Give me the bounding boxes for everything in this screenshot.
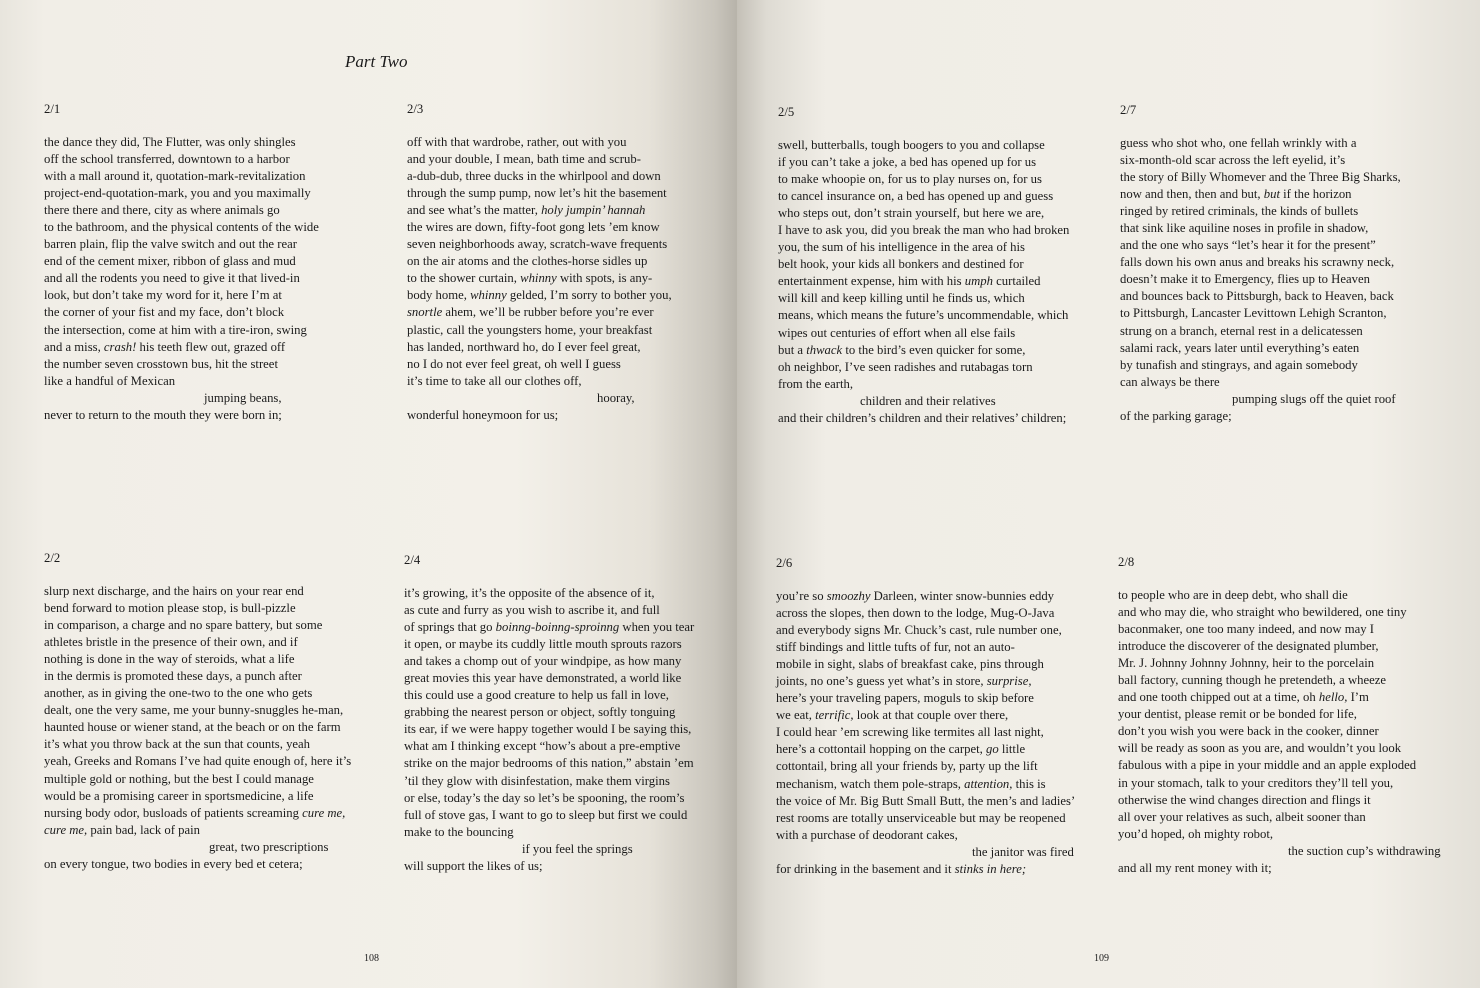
line-text: but a xyxy=(778,342,807,357)
line-text: for drinking in the basement and it xyxy=(776,861,955,876)
poem-line: pumping slugs off the quiet roof xyxy=(1232,391,1396,406)
poem-line: and everybody signs Mr. Chuck’s cast, rule number one, xyxy=(776,623,1062,638)
poem-line: there there and there, city as where animals go xyxy=(44,203,280,218)
poem-line: never to return to the mouth they were born in; xyxy=(44,407,282,422)
poem-line: off the school transferred, downtown to a harbor xyxy=(44,152,290,167)
poem-line: the story of Billy Whomever and the Three Big Sharks, xyxy=(1120,170,1401,185)
poem-line: wipes out centuries of effort when all else fails xyxy=(778,325,1016,340)
section-number: 2/7 xyxy=(1120,103,1137,117)
line-text: of springs that go xyxy=(404,620,496,635)
poem-line: falls down his own anus and breaks his scrawny neck, xyxy=(1120,255,1395,270)
poem-line: swell, butterballs, tough boogers to you and collapse xyxy=(778,138,1045,152)
poem-line: make to the bouncing xyxy=(404,824,514,839)
line-text: body home, xyxy=(407,288,471,303)
poem-line: and all the rodents you need to give it that lived-in xyxy=(44,271,300,286)
line-text: look at that couple over there, xyxy=(853,708,1009,723)
poem-line: means, which means the future’s uncommendable, which xyxy=(778,308,1069,323)
poem-line: in the dermis is promoted these days, a punch after xyxy=(44,669,302,684)
line-text: Darleen, winter snow-bunnies eddy xyxy=(870,589,1055,603)
line-text: with spots, is any- xyxy=(556,271,653,286)
poem-line: it’s what you throw back at the sun that counts, yeah xyxy=(44,737,311,752)
poem-line: the voice of Mr. Big Butt Small Butt, the men’s and ladies’ xyxy=(776,793,1076,808)
poem-line xyxy=(44,805,394,822)
poem-line: ball factory, cunning though he pretendeth, a wheeze xyxy=(1118,673,1386,688)
poem-line: doesn’t make it to Emergency, flies up to Heaven xyxy=(1120,272,1370,287)
poem-line: and who may die, who straight who bewildered, one tiny xyxy=(1118,605,1407,620)
line-emphasis: whinny xyxy=(520,271,557,286)
line-emphasis: whinny xyxy=(470,288,507,303)
right-page xyxy=(737,0,1480,988)
poem-section-2-6 xyxy=(776,555,1126,878)
poem-line: nothing is done in the way of steroids, what a life xyxy=(44,652,295,667)
section-number: 2/6 xyxy=(776,556,793,570)
poem-line: to the bathroom, and the physical contents of the wide xyxy=(44,220,319,235)
poem-line: look, but don’t take my word for it, here I’m at xyxy=(44,288,282,303)
poem-section-2-7 xyxy=(1120,102,1470,425)
poem-line: will be ready as soon as you are, and wouldn’t you look xyxy=(1118,741,1402,756)
poem-line: don’t you wish you were back in the cooker, dinner xyxy=(1118,724,1379,739)
poem-line xyxy=(776,776,1126,793)
line-text: pain bad, lack of pain xyxy=(87,822,200,837)
section-number: 2/5 xyxy=(778,105,795,119)
poem-line xyxy=(776,741,1126,758)
poem-line: children and their relatives xyxy=(860,393,996,408)
poem-section-2-1 xyxy=(44,101,394,424)
poem-line: six-month-old scar across the left eyelid, it’s xyxy=(1120,153,1346,168)
poem-line: can always be there xyxy=(1120,374,1220,389)
section-lines xyxy=(404,585,737,875)
poem-line: seven neighborhoods away, scratch-wave frequents xyxy=(407,237,668,252)
poem-line: this could use a good creature to help us fall in love, xyxy=(404,688,669,703)
left-page xyxy=(0,0,737,988)
section-lines xyxy=(778,137,1128,427)
section-lines xyxy=(1118,587,1468,877)
poem-line: as cute and furry as you wish to ascribe it, and full xyxy=(404,603,660,618)
poem-line: baconmaker, one too many indeed, and now may I xyxy=(1118,622,1374,637)
line-text: you’re so xyxy=(776,589,827,603)
poem-line xyxy=(776,588,1126,605)
poem-line: like a handful of Mexican xyxy=(44,373,176,388)
poem-line: will support the likes of us; xyxy=(404,858,543,873)
poem-line: you, the sum of his intelligence in the area of his xyxy=(778,240,1025,255)
poem-line xyxy=(1118,689,1468,706)
line-emphasis: stinks in here; xyxy=(954,861,1027,876)
poem-line: with a mall around it, quotation-mark-revitalization xyxy=(44,169,306,184)
line-text: here’s a cottontail hopping on the carpet, xyxy=(776,742,986,757)
section-number: 2/2 xyxy=(44,551,61,565)
line-emphasis: crash! xyxy=(103,339,137,354)
poem-line: and your double, I mean, bath time and scrub- xyxy=(407,152,641,167)
poem-line: in your stomach, talk to your creditors they’ll tell you, xyxy=(1118,775,1394,790)
line-emphasis: umph xyxy=(964,274,993,289)
poem-line xyxy=(778,342,1128,359)
poem-line: or else, today’s the day so let’s be spooning, the room’s xyxy=(404,790,685,805)
poem-line xyxy=(404,619,737,636)
poem-line: fabulous with a pipe in your middle and an apple exploded xyxy=(1118,758,1417,773)
line-emphasis: thwack xyxy=(806,342,843,357)
poem-line: end of the cement mixer, ribbon of glass and mud xyxy=(44,254,296,269)
poem-line: to people who are in deep debt, who shall die xyxy=(1118,588,1348,602)
line-text: curtailed xyxy=(992,274,1041,289)
poem-line: it open, or maybe its cuddly little mouth sprouts razors xyxy=(404,637,682,652)
poem-line xyxy=(407,287,737,304)
line-emphasis: boinng-boinng-sproinng xyxy=(495,620,620,635)
poem-line xyxy=(778,273,1128,290)
poem-line: to Pittsburgh, Lancaster Levittown Lehigh Scranton, xyxy=(1120,306,1387,321)
poem-line xyxy=(1120,186,1470,203)
poem-line xyxy=(44,822,394,839)
page-number: 109 xyxy=(1094,953,1109,964)
poem-line: and their children’s children and their relatives’ children; xyxy=(778,410,1067,425)
poem-line: of the parking garage; xyxy=(1120,408,1232,423)
poem-line: mobile in sight, slabs of breakfast cake, pins through xyxy=(776,657,1044,672)
section-lines xyxy=(44,134,394,424)
poem-line: off with that wardrobe, rather, out with you xyxy=(407,135,627,149)
poem-line: the wires are down, fifty-foot gong lets ’em know xyxy=(407,220,660,235)
poem-line: you’d hoped, oh mighty robot, xyxy=(1118,826,1274,841)
poem-line: no I do not ever feel great, oh well I guess xyxy=(407,356,621,371)
poem-line: guess who shot who, one fellah wrinkly with a xyxy=(1120,136,1357,150)
poem-line xyxy=(407,202,737,219)
poem-line: Mr. J. Johnny Johnny Johnny, heir to the porcelain xyxy=(1118,656,1375,671)
line-text: to the bird’s even quicker for some, xyxy=(842,342,1026,357)
line-text: little xyxy=(998,742,1026,757)
poem-line: the intersection, come at him with a tire-iron, swing xyxy=(44,322,307,337)
poem-line xyxy=(776,861,1126,878)
line-text: gelded, I’m sorry to bother you, xyxy=(506,288,672,303)
poem-line xyxy=(407,304,737,321)
line-emphasis: cure me, xyxy=(44,822,88,837)
poem-line: ’til they glow with disinfestation, make them virgins xyxy=(404,773,670,788)
line-emphasis: smoozhy xyxy=(826,589,871,603)
line-text: his teeth flew out, grazed off xyxy=(136,339,286,354)
poem-line: in comparison, a charge and no spare battery, but some xyxy=(44,618,323,633)
poem-line: to cancel insurance on, a bed has opened up and guess xyxy=(778,189,1054,204)
poem-line: by tunafish and stingrays, and again somebody xyxy=(1120,357,1358,372)
poem-line: strike on the major bedrooms of this nation,” abstain ’em xyxy=(404,756,694,771)
poem-line: athletes bristle in the presence of their own, and if xyxy=(44,635,298,650)
line-emphasis: snortle xyxy=(407,305,443,320)
line-text: ahem, we’ll be rubber before you’re ever xyxy=(442,305,654,320)
poem-line: I have to ask you, did you break the man who had broken xyxy=(778,223,1070,238)
poem-line: oh neighbor, I’ve seen radishes and rutabagas torn xyxy=(778,359,1033,374)
poem-line: strung on a branch, eternal rest in a delicatessen xyxy=(1120,323,1363,338)
poem-line: the corner of your fist and my face, don’t block xyxy=(44,305,285,320)
poem-line: from the earth, xyxy=(778,376,854,391)
poem-line: plastic, call the youngsters home, your breakfast xyxy=(407,322,653,337)
poem-line: grabbing the nearest person or object, softly tonguing xyxy=(404,705,676,720)
poem-line: slurp next discharge, and the hairs on your rear end xyxy=(44,584,304,598)
line-emphasis: surprise, xyxy=(986,674,1032,689)
poem-line: what am I thinking except “how’s about a pre-emptive xyxy=(404,739,681,754)
poem-line: jumping beans, xyxy=(204,390,282,405)
poem-line: a-dub-dub, three ducks in the whirlpool and down xyxy=(407,169,661,184)
poem-line: has landed, northward ho, do I ever feel great, xyxy=(407,339,641,354)
poem-line: otherwise the wind changes direction and flings it xyxy=(1118,792,1371,807)
section-number: 2/1 xyxy=(44,102,61,116)
poem-line: hooray, xyxy=(597,390,635,405)
poem-line: and takes a chomp out of your windpipe, as how many xyxy=(404,654,682,669)
poem-line: that sink like aquiline noses in profile in shadow, xyxy=(1120,221,1369,236)
line-text: and a miss, xyxy=(44,339,104,354)
line-text: this is xyxy=(1012,776,1046,791)
line-text: entertainment expense, him with his xyxy=(778,274,965,289)
poem-line: barren plain, flip the valve switch and out the rear xyxy=(44,237,297,252)
poem-line: multiple gold or nothing, but the best I could manage xyxy=(44,771,314,786)
poem-line: introduce the discoverer of the designated plumber, xyxy=(1118,639,1379,654)
poem-line: project-end-quotation-mark, you and you maximally xyxy=(44,186,311,201)
line-emphasis: but xyxy=(1263,187,1280,202)
poem-line: ringed by retired criminals, the kinds of bullets xyxy=(1120,204,1359,219)
poem-section-2-5 xyxy=(778,104,1128,427)
poem-line: full of stove gas, I want to go to sleep but first we could xyxy=(404,807,688,822)
poem-line: here’s your traveling papers, moguls to skip before xyxy=(776,691,1034,706)
poem-line: if you can’t take a joke, a bed has opened up for us xyxy=(778,155,1037,170)
line-emphasis: cure me, xyxy=(302,805,346,820)
poem-line: the dance they did, The Flutter, was only shingles xyxy=(44,135,296,149)
poem-line: would be a promising career in sportsmedicine, a life xyxy=(44,788,314,803)
poem-line: across the slopes, then down to the lodge, Mug-O-Java xyxy=(776,606,1055,621)
part-title: Part Two xyxy=(345,52,408,71)
line-text: if the horizon xyxy=(1279,187,1352,202)
poem-line: great, two prescriptions xyxy=(209,839,329,854)
poem-line: all over your relatives as such, albeit sooner than xyxy=(1118,809,1366,824)
poem-line: bend forward to motion please stop, is bull-pizzle xyxy=(44,601,296,616)
section-lines xyxy=(776,588,1126,878)
poem-line: dealt, one the very same, me your bunny-snuggles he-man, xyxy=(44,703,344,718)
poem-line: its ear, if we were happy together would I be saying this, xyxy=(404,722,692,737)
poem-line: on the air atoms and the clothes-horse sidles up xyxy=(407,254,648,269)
poem-line: stiff bindings and little tufts of fur, not an auto- xyxy=(776,640,1015,655)
poem-line xyxy=(776,673,1126,690)
line-text: nursing body odor, busloads of patients screaming xyxy=(44,805,303,820)
poem-line: the number seven crosstown bus, hit the street xyxy=(44,356,278,371)
line-text: to the shower curtain, xyxy=(407,271,521,286)
poem-line: with a purchase of deodorant cakes, xyxy=(776,827,958,842)
line-text: now and then, then and but, xyxy=(1120,187,1264,202)
poem-line: to make whoopie on, for us to play nurses on, for us xyxy=(778,172,1042,187)
poem-line: another, as in giving the one-two to the one who gets xyxy=(44,686,313,701)
poem-line: and the one who says “let’s hear it for the present” xyxy=(1120,238,1376,253)
poem-line: rest rooms are totally unserviceable but may be reopened xyxy=(776,810,1066,825)
line-emphasis: attention, xyxy=(964,776,1013,791)
poem-line: great movies this year have demonstrated, a world like xyxy=(404,671,682,686)
poem-line: cottontail, bring all your friends by, party up the lift xyxy=(776,759,1038,774)
page-number: 108 xyxy=(364,953,379,964)
line-emphasis: terrific, xyxy=(815,708,854,723)
line-emphasis: go xyxy=(985,742,999,757)
poem-line: it’s growing, it’s the opposite of the absence of it, xyxy=(404,586,655,600)
poem-line: and all my rent money with it; xyxy=(1118,860,1272,875)
poem-section-2-3 xyxy=(407,101,737,424)
poem-line xyxy=(44,339,394,356)
poem-line: belt hook, your kids all bonkers and destined for xyxy=(778,257,1024,272)
poem-line xyxy=(407,270,737,287)
line-text: when you tear xyxy=(619,620,695,635)
line-emphasis: hello, xyxy=(1318,690,1348,705)
section-number: 2/8 xyxy=(1118,555,1135,569)
poem-section-2-8 xyxy=(1118,554,1468,877)
line-text: and see what’s the matter, xyxy=(407,203,542,218)
line-text: and one tooth chipped out at a time, oh xyxy=(1118,690,1319,705)
poem-line: will kill and keep killing until he finds us, which xyxy=(778,291,1025,306)
poem-line: salami rack, years later until everything’s eaten xyxy=(1120,340,1360,355)
poem-line: on every tongue, two bodies in every bed et cetera; xyxy=(44,856,303,871)
poem-line: through the sump pump, now let’s hit the basement xyxy=(407,186,667,201)
section-number: 2/3 xyxy=(407,102,424,116)
poem-section-2-2 xyxy=(44,550,394,873)
section-number: 2/4 xyxy=(404,553,421,567)
line-text: mechanism, watch them pole-straps, xyxy=(776,776,965,791)
poem-line: the suction cup’s withdrawing xyxy=(1288,843,1441,858)
poem-line: haunted house or wiener stand, at the beach or on the farm xyxy=(44,720,341,735)
section-lines xyxy=(407,134,737,424)
poem-line xyxy=(776,707,1126,724)
line-text: joints, no one’s guess yet what’s in store, xyxy=(776,674,987,689)
poem-line: your dentist, please remit or be bonded for life, xyxy=(1118,707,1357,722)
poem-line: I could hear ’em screwing like termites all last night, xyxy=(776,725,1044,740)
poem-line: the janitor was fired xyxy=(972,844,1074,859)
line-emphasis: holy jumpin’ hannah xyxy=(541,203,646,218)
section-lines xyxy=(1120,135,1470,425)
line-text: we eat, xyxy=(776,708,816,723)
poem-line: if you feel the springs xyxy=(522,841,633,856)
poem-section-2-4 xyxy=(404,552,737,875)
line-text: I’m xyxy=(1347,690,1369,705)
poem-line: and bounces back to Pittsburgh, back to Heaven, back xyxy=(1120,289,1394,304)
poem-line: who steps out, don’t strain yourself, but here we are, xyxy=(778,206,1045,221)
section-lines xyxy=(44,583,394,873)
poem-line: it’s time to take all our clothes off, xyxy=(407,373,582,388)
poem-line: yeah, Greeks and Romans I’ve had quite enough of, here it’s xyxy=(44,754,352,769)
poem-line: wonderful honeymoon for us; xyxy=(407,407,559,422)
